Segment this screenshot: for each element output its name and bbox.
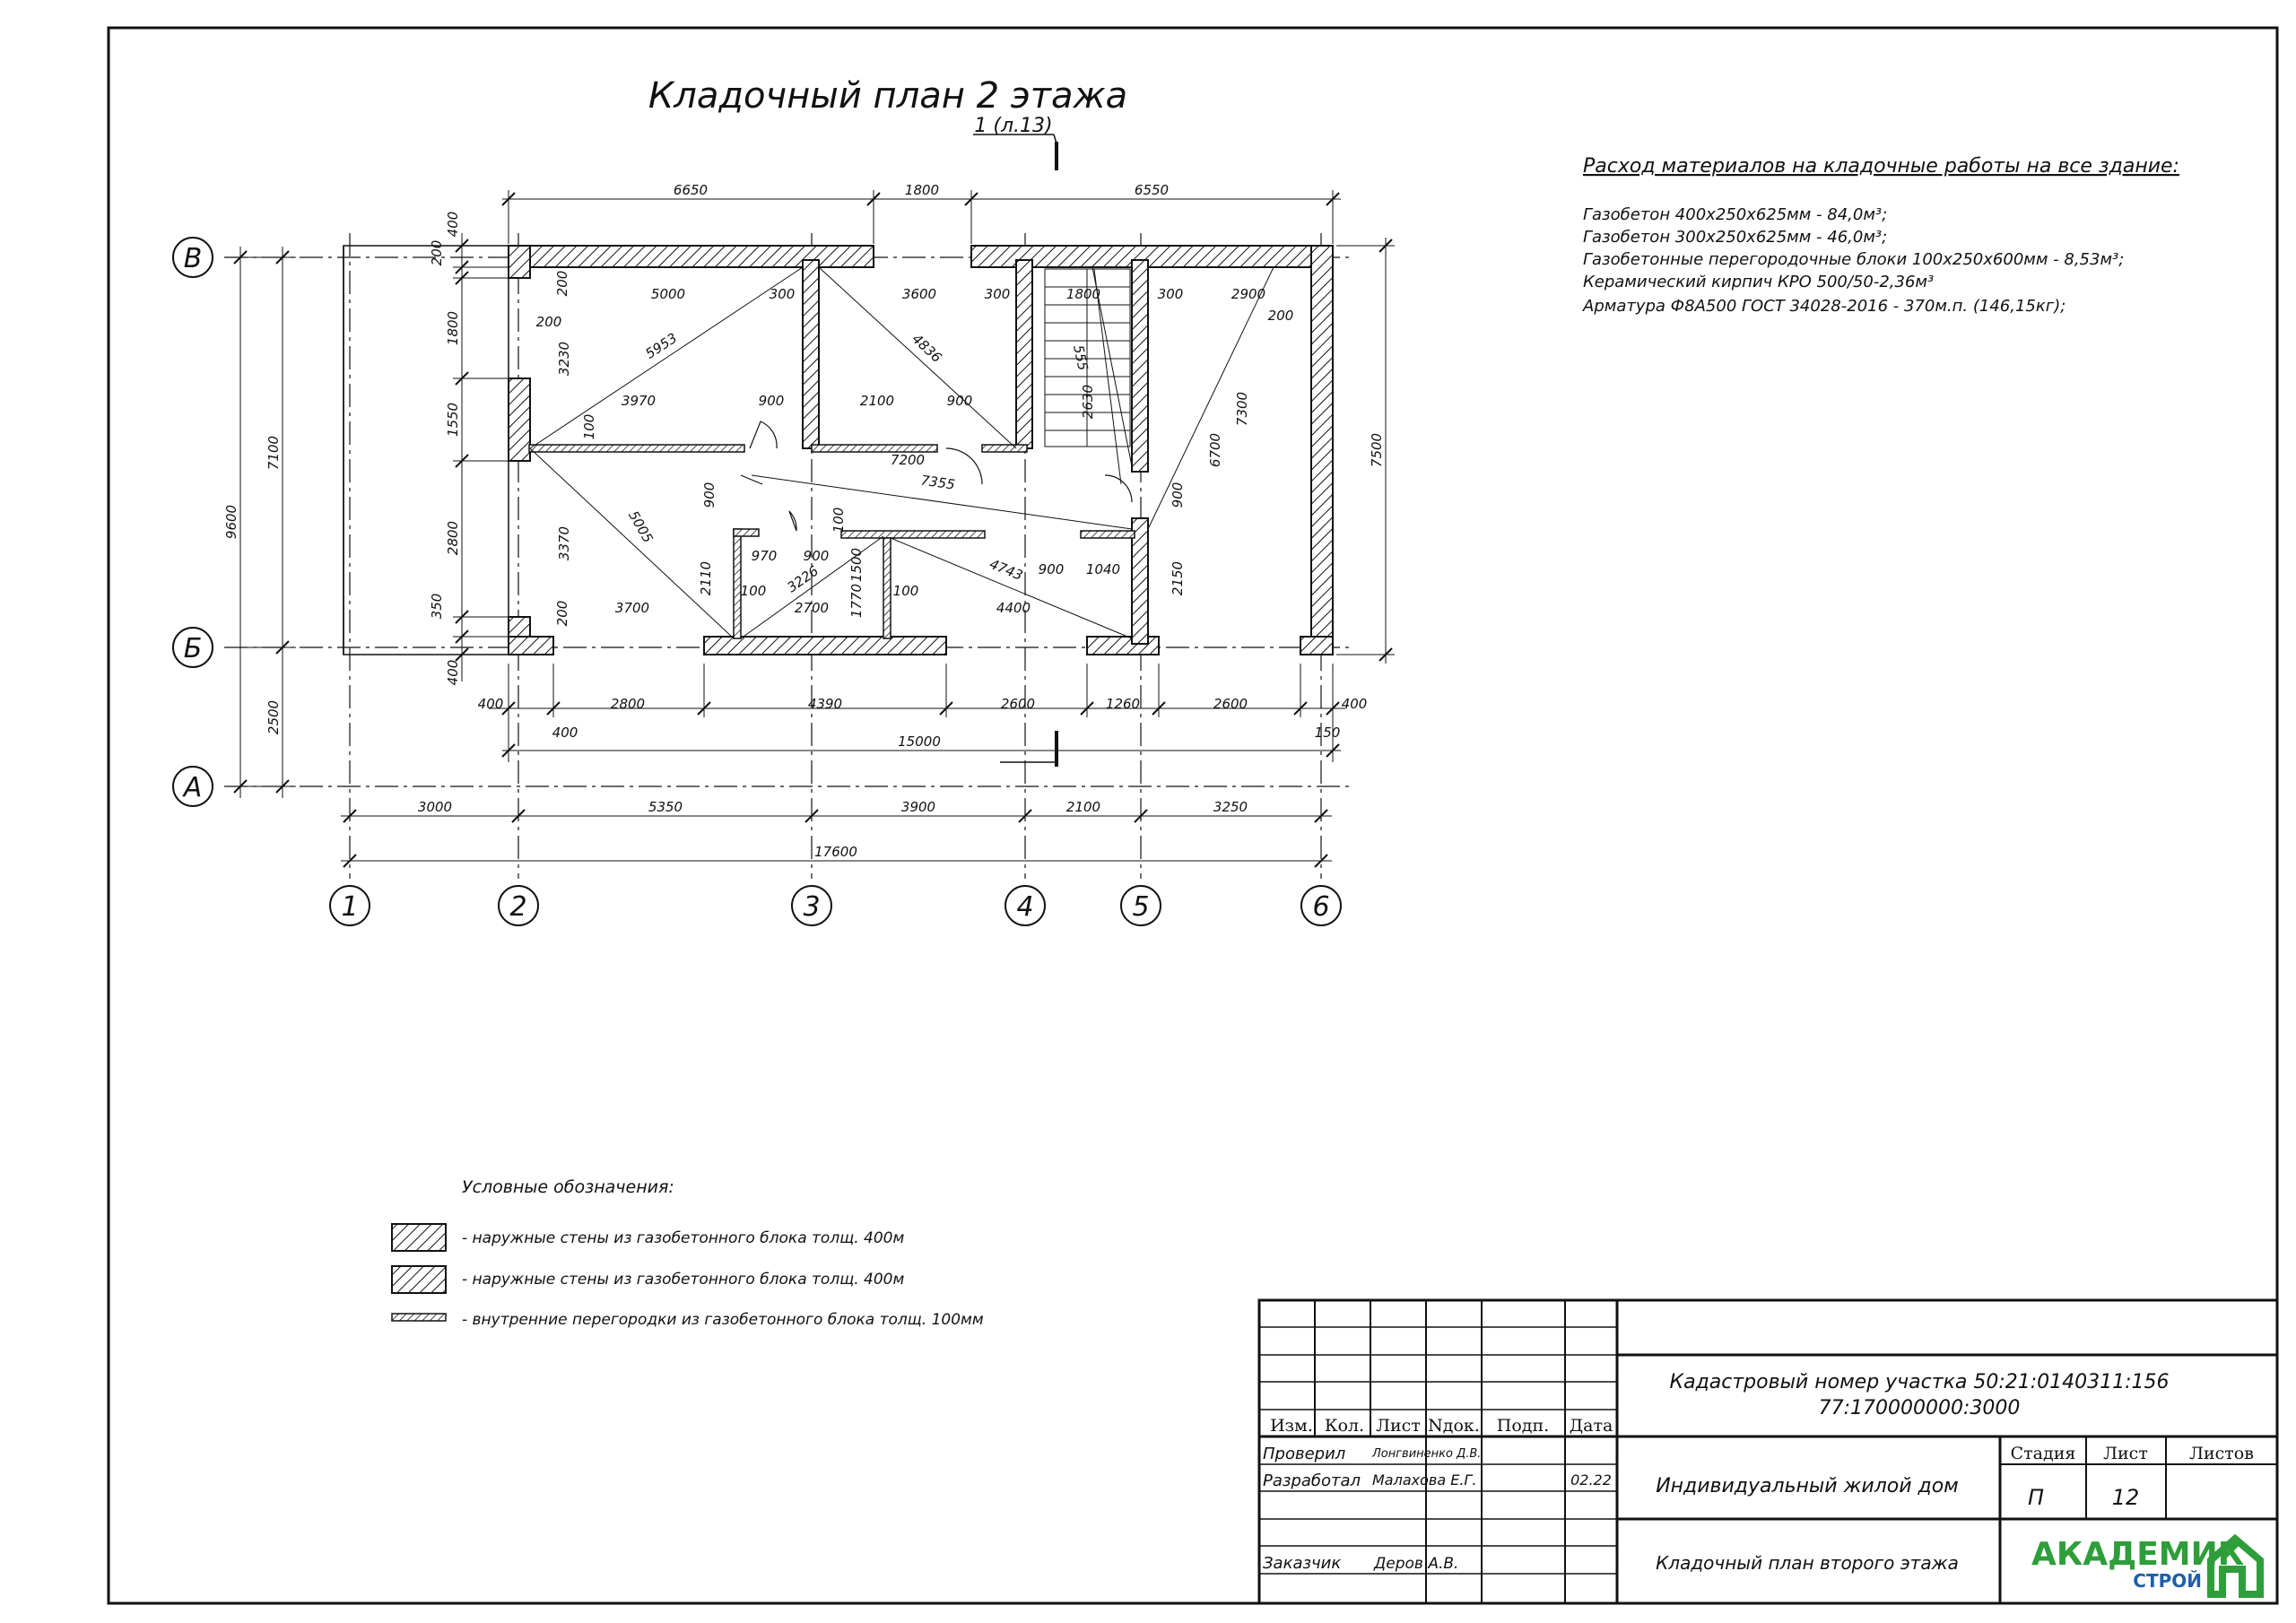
- axis-col-2: [499, 886, 538, 925]
- dim-text: 3900: [900, 799, 936, 815]
- tb-checked-label: Проверил: [1263, 1445, 1346, 1463]
- dim-text: 1260: [1105, 696, 1141, 712]
- tb-sheet-label: Лист: [2103, 1444, 2148, 1463]
- balcony-outline: [344, 246, 509, 655]
- dim-text: 100: [740, 583, 767, 599]
- dim-text: 7100: [265, 435, 282, 471]
- tb-project: Индивидуальный жилой дом: [1656, 1475, 1959, 1497]
- exterior-wall: [1300, 637, 1333, 655]
- svg-text:1 (л.13): 1 (л.13): [974, 115, 1053, 137]
- axis-col-6: [1301, 886, 1341, 925]
- dim-text: 2100: [1065, 799, 1101, 815]
- company-logo: [2031, 1536, 2260, 1594]
- tb-sheets-label: Листов: [2189, 1444, 2254, 1463]
- dim-text: 400: [552, 725, 578, 741]
- materials-notes: [1582, 155, 2179, 316]
- dim-text: 350: [429, 593, 445, 620]
- door-swing: [789, 511, 796, 531]
- dim-text: 2630: [1080, 384, 1096, 420]
- tb-sheet-title: Кладочный план второго этажа: [1656, 1552, 1959, 1574]
- dim-text: 3230: [556, 341, 572, 377]
- legend-title: Условные обозначения:: [462, 1177, 674, 1197]
- dim-text: 1800: [904, 182, 940, 198]
- legend-item: - наружные стены из газобетонного блока толщ. 400м: [462, 1271, 905, 1289]
- svg-text:3: 3: [803, 891, 821, 923]
- exterior-wall: [509, 378, 530, 461]
- interior-wall: [1016, 260, 1032, 448]
- dim-text: 2110: [698, 560, 714, 596]
- dim-text: 7200: [890, 452, 926, 468]
- dim-text: 3700: [614, 600, 650, 616]
- dim-text: 300: [769, 286, 796, 302]
- axis-grid: [224, 233, 1354, 879]
- legend-item: - внутренние перегородки из газобетонного блока толщ. 100мм: [462, 1311, 984, 1329]
- logo-sub: СТРОЙ: [2133, 1570, 2202, 1592]
- dim-text: 6550: [1134, 182, 1170, 198]
- dim-text: 100: [831, 507, 847, 534]
- svg-text:1: 1: [341, 891, 359, 923]
- dim-text: 900: [803, 548, 830, 564]
- tb-header: Nдок.: [1428, 1416, 1480, 1436]
- exterior-wall: [509, 246, 530, 278]
- dim-text: 2700: [794, 600, 830, 616]
- dim-text: 4390: [807, 696, 843, 712]
- legend-swatch-exterior: [392, 1266, 446, 1293]
- dim-text: 2600: [1000, 696, 1036, 712]
- dim-text: 3370: [556, 525, 572, 561]
- dim-text: 200: [535, 314, 562, 330]
- dim-text: 2800: [610, 696, 646, 712]
- tb-developed-date: 02.22: [1570, 1471, 1612, 1488]
- tb-checked-name: Лонгвиненко Д.В.: [1372, 1447, 1482, 1461]
- dim-text: 900: [1038, 561, 1065, 577]
- dim-text: 200: [554, 270, 570, 297]
- dim-text: 15000: [898, 733, 941, 750]
- dim-text: 900: [758, 393, 785, 409]
- partition: [529, 445, 744, 452]
- section-marker-bottom: [1000, 731, 1057, 767]
- axis-row-b: [173, 628, 213, 667]
- dim-text: 900: [946, 393, 973, 409]
- dim-text: 100: [581, 413, 597, 440]
- dim-text: 300: [984, 286, 1011, 302]
- dim-text: 200: [1267, 308, 1294, 324]
- legend: [392, 1177, 984, 1329]
- axis-col-3: [792, 886, 831, 925]
- dim-text: 1550: [445, 402, 461, 438]
- dim-text: 200: [554, 600, 570, 627]
- dim-text: 3226: [784, 562, 822, 596]
- dim-text: 2100: [859, 393, 895, 409]
- dim-text: 2500: [265, 699, 282, 735]
- logo-word: АКАДЕМИК: [2031, 1536, 2245, 1573]
- svg-text:В: В: [183, 243, 203, 274]
- svg-text:А: А: [183, 772, 203, 803]
- drawing-title: Кладочный план 2 этажа: [648, 75, 1128, 117]
- dim-text: 150: [1314, 725, 1341, 741]
- exterior-wall: [1311, 246, 1333, 655]
- dim-text: 1770: [848, 583, 865, 619]
- dim-text: 100: [892, 583, 919, 599]
- materials-header: Расход материалов на кладочные работы на все здание:: [1583, 155, 2179, 178]
- materials-line: Газобетон 300х250х625мм - 46,0м³;: [1583, 228, 1888, 247]
- dim-text: 1040: [1085, 561, 1121, 577]
- dim-text: 300: [1157, 286, 1184, 302]
- tb-stage-label: Стадия: [2010, 1444, 2076, 1463]
- tb-developed-label: Разработал: [1263, 1471, 1361, 1490]
- exterior-wall: [704, 637, 946, 655]
- dim-text: 970: [751, 548, 778, 564]
- dim-text: 400: [477, 696, 504, 712]
- tb-customer-label: Заказчик: [1263, 1554, 1342, 1573]
- partition: [812, 445, 937, 452]
- dim-text: 200: [429, 239, 445, 266]
- partition: [841, 531, 985, 538]
- svg-text:6: 6: [1312, 891, 1330, 923]
- cadastral-number: Кадастровый номер участка 50:21:0140311:156: [1669, 1371, 2170, 1393]
- materials-line: Газобетонные перегородочные блоки 100х250х600мм - 8,53м³;: [1583, 250, 2125, 269]
- legend-swatch-exterior: [392, 1224, 446, 1251]
- dim-text: 5350: [648, 799, 683, 815]
- tb-header: Подп.: [1496, 1416, 1550, 1436]
- tb-customer-name: Деров А.В.: [1374, 1555, 1459, 1573]
- door-swing: [750, 421, 777, 448]
- dim-text: 1500: [848, 547, 865, 583]
- dim-text: 555: [1070, 343, 1091, 372]
- dim-text: 3000: [417, 799, 453, 815]
- exterior-wall: [509, 637, 553, 655]
- tb-stage-value: П: [2027, 1485, 2045, 1510]
- dim-text: 2800: [445, 520, 461, 556]
- partition: [883, 538, 891, 638]
- axis-col-4: [1005, 886, 1045, 925]
- materials-line: Газобетон 400х250х625мм - 84,0м³;: [1583, 205, 1888, 224]
- dim-text: 1800: [1065, 286, 1101, 302]
- dim-text: 2900: [1231, 286, 1266, 302]
- tb-header: Лист: [1376, 1416, 1421, 1436]
- svg-text:4: 4: [1016, 891, 1034, 923]
- dim-text: 3600: [901, 286, 937, 302]
- dim-text: 900: [1170, 482, 1186, 508]
- dim-text: 3970: [621, 393, 657, 409]
- interior-wall: [803, 260, 819, 448]
- dim-text: 7300: [1234, 391, 1250, 427]
- dim-text: 400: [445, 659, 461, 686]
- tb-header: Изм.: [1270, 1416, 1313, 1436]
- door-swing: [1105, 475, 1132, 502]
- dim-text: 2600: [1213, 696, 1248, 712]
- axis-row-v: [173, 238, 213, 277]
- legend-swatch-partition: [392, 1314, 446, 1321]
- dim-text: 3250: [1213, 799, 1248, 815]
- dim-text: 6700: [1207, 432, 1223, 468]
- svg-text:Б: Б: [183, 633, 203, 664]
- dim-text: 7500: [1369, 432, 1385, 468]
- tb-header: Кол.: [1324, 1416, 1365, 1436]
- tb-header: Дата: [1569, 1416, 1613, 1436]
- dim-text: 400: [1341, 696, 1368, 712]
- dim-text: 4743: [987, 555, 1025, 584]
- partition: [1081, 531, 1135, 538]
- dim-text: 900: [701, 482, 718, 508]
- svg-text:2: 2: [509, 891, 527, 923]
- dim-text: 400: [445, 211, 461, 238]
- axis-row-a: [173, 767, 213, 806]
- materials-line: Арматура Ф8А500 ГОСТ 34028-2016 - 370м.п. (146,15кг);: [1583, 297, 2066, 316]
- dim-text: 5953: [642, 329, 681, 362]
- dim-text: 5000: [650, 286, 686, 302]
- dim-text: 5005: [624, 508, 657, 546]
- partition: [734, 529, 759, 536]
- tb-sheet-value: 12: [2111, 1485, 2140, 1510]
- section-marker-top: [973, 115, 1057, 170]
- tb-developed-name: Малахова Е.Г.: [1372, 1471, 1477, 1488]
- legend-item: - наружные стены из газобетонного блока толщ. 400м: [462, 1229, 905, 1247]
- dim-text: 9600: [223, 504, 239, 540]
- axis-col-1: [330, 886, 370, 925]
- axis-col-5: [1121, 886, 1161, 925]
- partition: [982, 445, 1027, 452]
- title-block-texts: [1263, 1371, 2260, 1594]
- materials-line: Керамический кирпич КРО 500/50-2,36м³: [1583, 273, 1935, 291]
- cadastral-number-2: 77:170000000:3000: [1818, 1397, 2021, 1419]
- svg-text:5: 5: [1132, 891, 1150, 923]
- dim-text: 7355: [919, 472, 956, 493]
- interior-wall: [1132, 260, 1148, 472]
- dim-text: 6650: [673, 182, 709, 198]
- dim-text: 4400: [996, 600, 1031, 616]
- dim-text: 1800: [445, 310, 461, 346]
- dim-text: 2150: [1170, 560, 1186, 596]
- dim-text: 4836: [909, 330, 945, 366]
- dim-text: 17600: [814, 844, 857, 860]
